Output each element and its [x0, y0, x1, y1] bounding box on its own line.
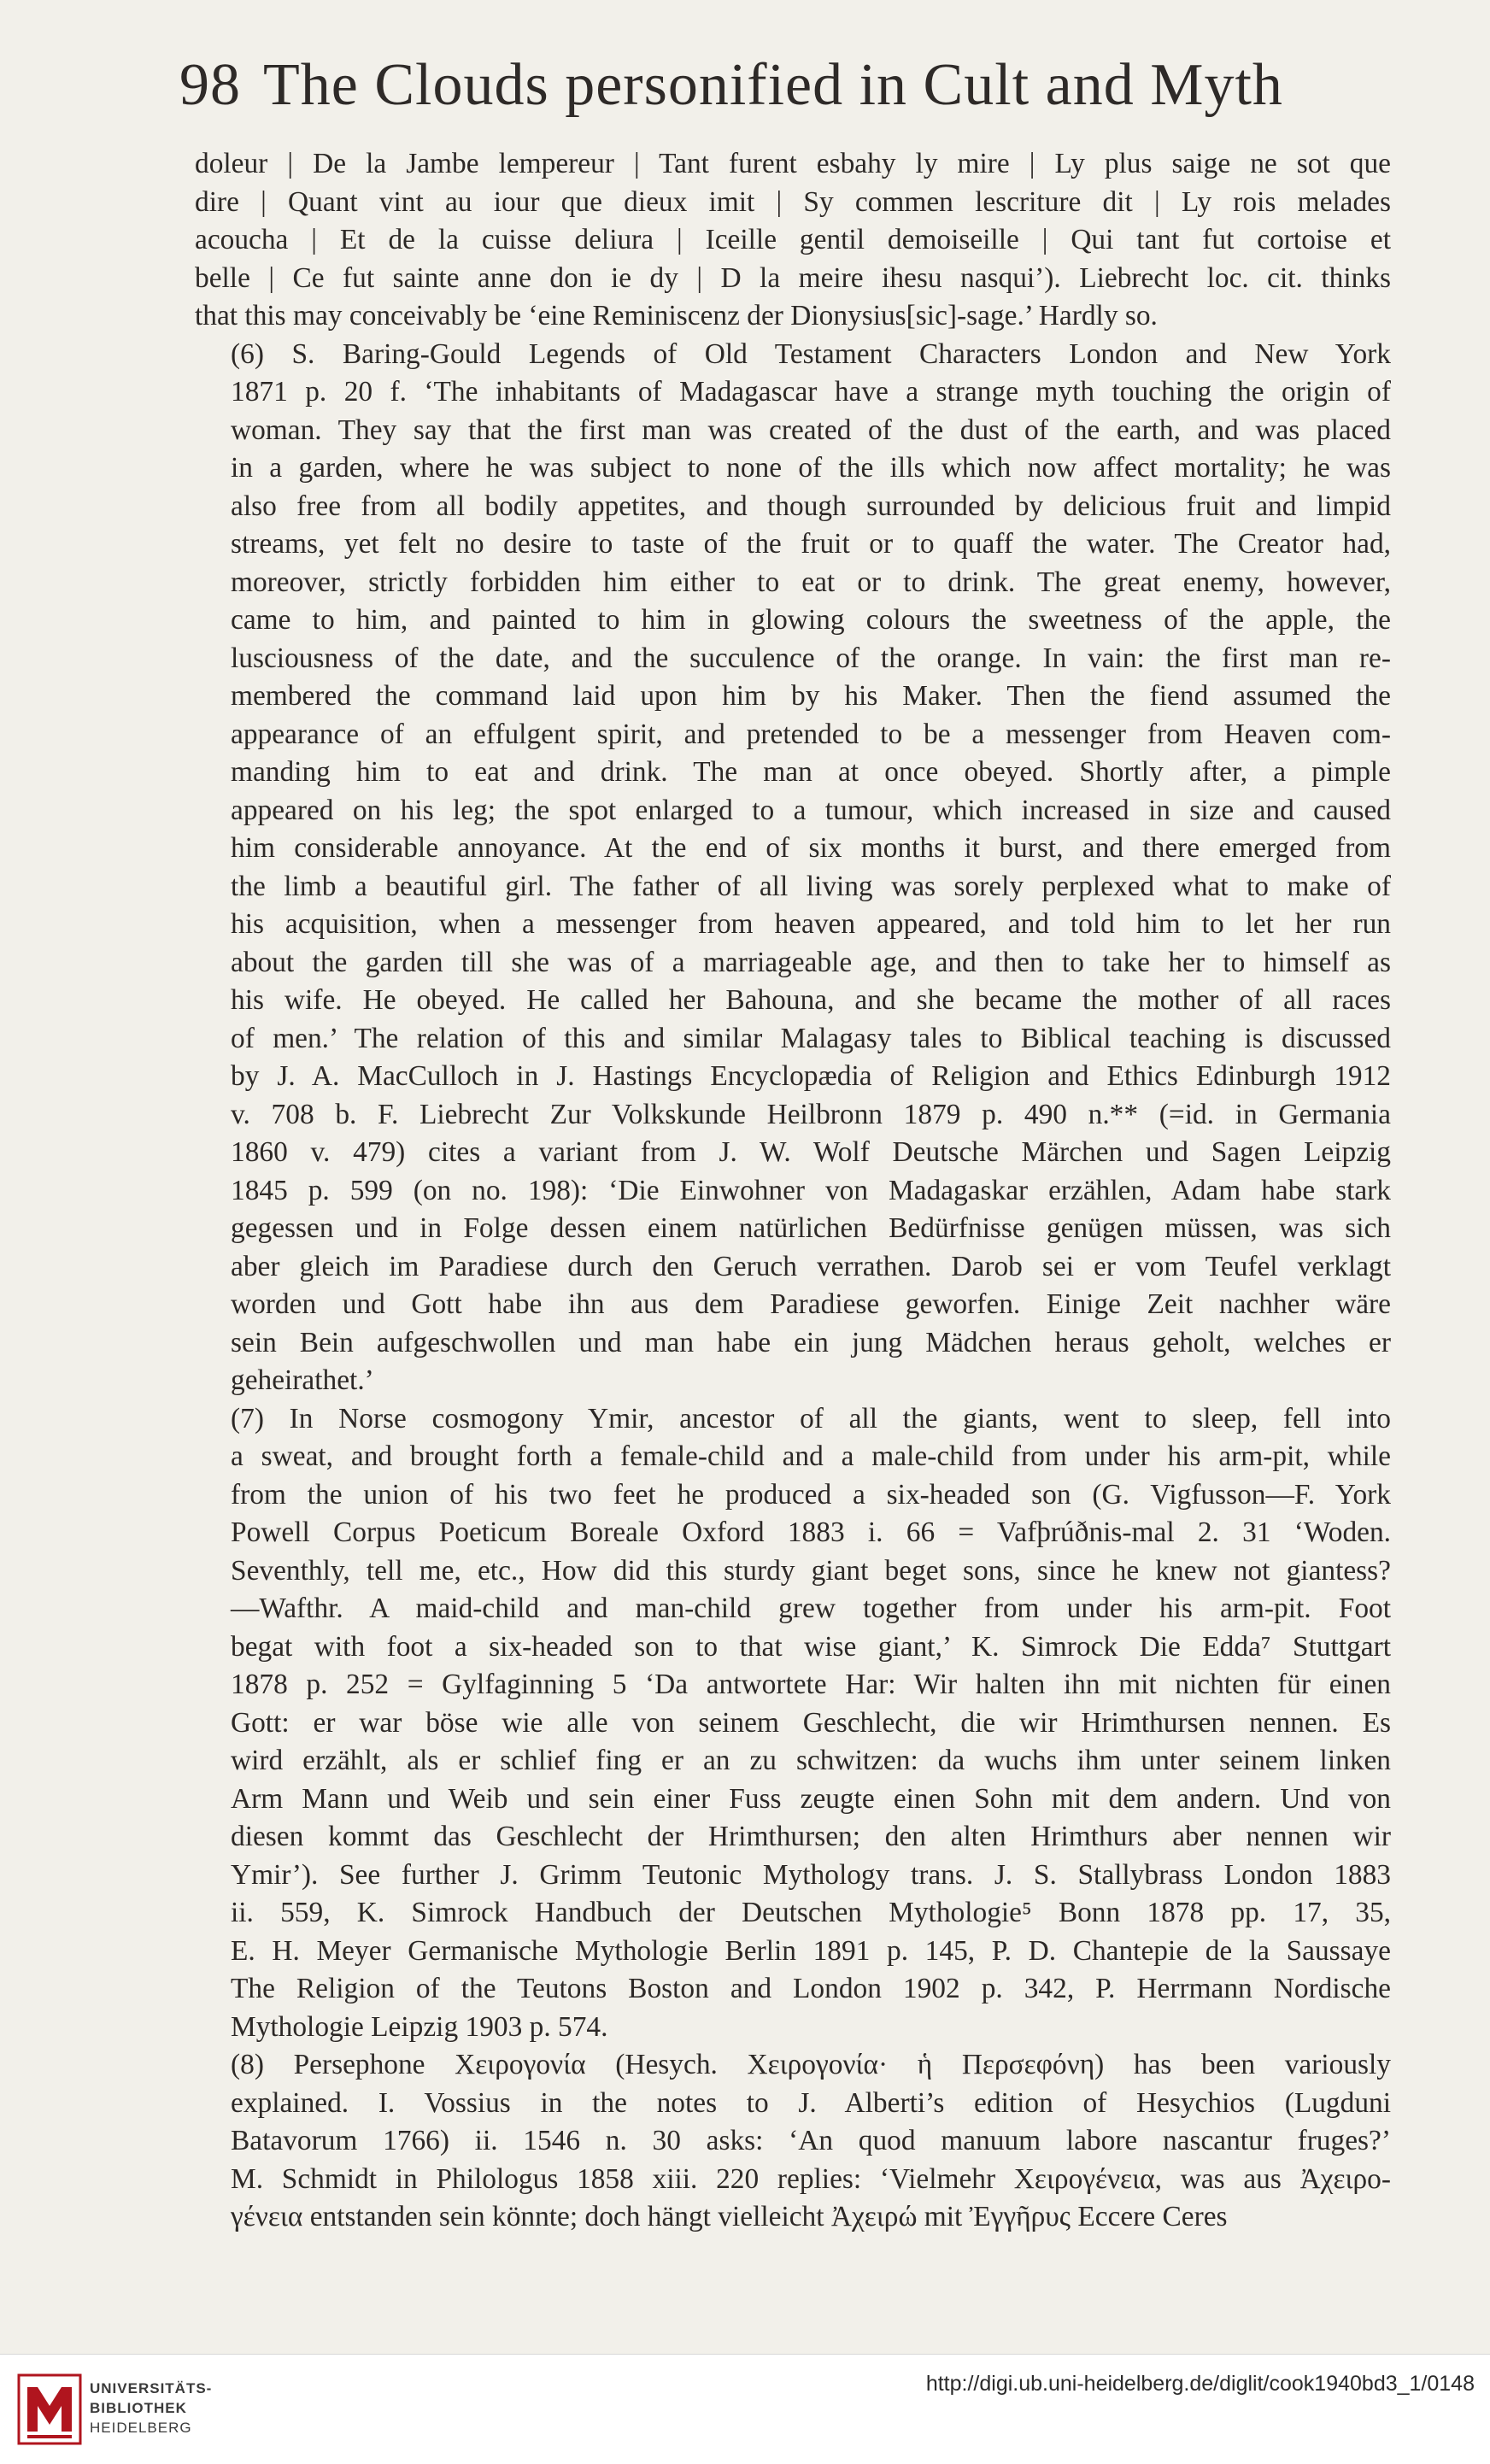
text-line: v. 708 b. F. Liebrecht Zur Volkskunde Heilbronn 1879 p. 490 n.** (=id. in Germania	[231, 1098, 1391, 1130]
text-line: that this may conceivably be ‘eine Reminiscenz der Dionysius[sic]-sage.’ Hardly so.	[195, 300, 1158, 331]
ub-heidelberg-logo-icon	[15, 2372, 84, 2447]
text-line: belle | Ce fut sainte anne don ie dy | D la meire ihesu nasqui’). Liebrecht loc. cit. thinks	[195, 261, 1391, 294]
text-line: Ymir’). See further J. Grimm Teutonic Mythology trans. J. S. Stallybrass London 1883	[231, 1858, 1391, 1891]
text-line: Gott: er war böse wie alle von seinem Geschlecht, die wir Hrimthursen nennen. Es	[231, 1706, 1391, 1739]
library-line-3: HEIDELBERG	[90, 2420, 192, 2436]
text-line: Batavorum 1766) ii. 1546 n. 30 asks: ‘An quod manuum labore nascantur fruges?’	[231, 2125, 1391, 2156]
text-line: 1878 p. 252 = Gylfaginning 5 ‘Da antwortete Har: Wir halten ihn mit nichten für einen	[231, 1669, 1391, 1700]
text-line: explained. I. Vossius in the notes to J. Alberti’s edition of Hesychios (Lugduni	[231, 2086, 1391, 2119]
text-line: about the garden till she was of a marriageable age, and then to take her to himself as	[231, 946, 1391, 978]
text-line: his wife. He obeyed. He called her Bahouna, and she became the mother of all races	[231, 984, 1391, 1016]
text-line: E. H. Meyer Germanische Mythologie Berlin 1891 p. 145, P. D. Chantepie de la Saussaye	[231, 1934, 1391, 1967]
text-line: of men.’ The relation of this and similar Malagasy tales to Biblical teaching is discussed	[231, 1022, 1391, 1054]
text-line: 1871 p. 20 f. ‘The inhabitants of Madagascar have a strange myth touching the origin of	[231, 376, 1391, 408]
text-line: M. Schmidt in Philologus 1858 xiii. 220 replies: ‘Vielmehr Χειρογένεια, was aus Ἀχειρο-	[231, 2162, 1391, 2195]
text-line: membered the command laid upon him by his Maker. Then the fiend assumed the	[231, 680, 1391, 712]
text-line: sein Bein aufgeschwollen und man habe ein jung Mädchen heraus geholt, welches er	[231, 1326, 1391, 1358]
text-line: 1860 v. 479) cites a variant from J. W. Wolf Deutsche Märchen und Sagen Leipzig	[231, 1136, 1391, 1168]
text-line: diesen kommt das Geschlecht der Hrimthursen; den alten Hrimthurs aber nennen wir	[231, 1821, 1391, 1852]
text-line: 1845 p. 599 (on no. 198): ‘Die Einwohner von Madagaskar erzählen, Adam habe stark	[231, 1174, 1391, 1206]
text-line: the limb a beautiful girl. The father of all living was sorely perplexed what to make of	[231, 870, 1391, 902]
text-line: doleur | De la Jambe lempereur | Tant furent esbahy ly mire | Ly plus saige ne sot que	[195, 148, 1391, 179]
footnote-8	[195, 2046, 1391, 2237]
text-line: Seventhly, tell me, etc., How did this sturdy giant beget sons, since he knew not giantess?	[231, 1554, 1391, 1587]
digitization-footer	[0, 2354, 1490, 2464]
text-line: The Religion of the Teutons Boston and London 1902 p. 342, P. Herrmann Nordische	[231, 1973, 1391, 2004]
text-line: geheirathet.’	[231, 1364, 374, 1396]
text-line: by J. A. MacCulloch in J. Hastings Encyclopædia of Religion and Ethics Edinburgh 1912	[231, 1060, 1391, 1092]
text-line: also free from all bodily appetites, and though surrounded by delicious fruit and limpid	[231, 490, 1391, 522]
footnote-7	[195, 1400, 1391, 2047]
footnotes-body	[195, 145, 1391, 2237]
text-line: Mythologie Leipzig 1903 p. 574.	[231, 2010, 608, 2043]
text-line: lusciousness of the date, and the succulence of the orange. In vain: the first man re-	[231, 642, 1391, 674]
text-line: ii. 559, K. Simrock Handbuch der Deutschen Mythologie⁵ Bonn 1878 pp. 17, 35,	[231, 1897, 1391, 1928]
text-line: appearance of an effulgent spirit, and pretended to be a messenger from Heaven com-	[231, 718, 1391, 750]
paragraph-continuation	[195, 145, 1391, 336]
text-line: appeared on his leg; the spot enlarged to a tumour, which increased in size and caused	[231, 794, 1391, 826]
footnote-6	[195, 336, 1391, 1400]
text-line: him considerable annoyance. At the end of six months it burst, and there emerged from	[231, 832, 1391, 864]
text-line: Arm Mann und Weib und sein einer Fuss zeugte einen Sohn mit dem andern. Und von	[231, 1782, 1391, 1815]
text-line: gegessen und in Folge dessen einem natürlichen Bedürfnisse genügen müssen, was sich	[231, 1212, 1391, 1244]
text-line: streams, yet felt no desire to taste of the fruit or to quaff the water. The Creator had,	[231, 528, 1391, 560]
text-line: dire | Quant vint au iour que dieux imit | Sy commen lescriture dit | Ly rois melades	[195, 185, 1391, 218]
text-line: a sweat, and brought forth a female-child and a male-child from under his arm-pit, while	[231, 1440, 1391, 1472]
text-line: γένεια entstanden sein könnte; doch hängt vielleicht Ἀχειρώ mit Ἐγγῆρυς Eccere Ceres	[231, 2201, 1228, 2232]
text-line: (7) In Norse cosmogony Ymir, ancestor of all the giants, went to sleep, fell into	[231, 1402, 1391, 1434]
page-title: The Clouds personified in Cult and Myth	[263, 52, 1283, 118]
library-line-2: BIBLIOTHEK	[90, 2400, 187, 2416]
text-line: in a garden, where he was subject to none of the ills which now affect mortality; he was	[231, 452, 1391, 484]
text-line: his acquisition, when a messenger from heaven appeared, and told him to let her run	[231, 908, 1391, 940]
page-number: 98	[179, 52, 241, 118]
text-line: moreover, strictly forbidden him either to eat or to drink. The great enemy, however,	[231, 566, 1391, 598]
text-line: manding him to eat and drink. The man at once obeyed. Shortly after, a pimple	[231, 756, 1391, 788]
running-header	[179, 47, 1393, 124]
text-line: from the union of his two feet he produced a six-headed son (G. Vigfusson—F. York	[231, 1478, 1391, 1511]
text-line: woman. They say that the first man was created of the dust of the earth, and was placed	[231, 414, 1391, 446]
library-name	[90, 2379, 212, 2438]
text-line: Powell Corpus Poeticum Boreale Oxford 1883 i. 66 = Vafþrúðnis-mal 2. 31 ‘Woden.	[231, 1517, 1391, 1548]
text-line: begat with foot a six-headed son to that wise giant,’ K. Simrock Die Edda⁷ Stuttgart	[231, 1630, 1391, 1663]
text-line: came to him, and painted to him in glowing colours the sweetness of the apple, the	[231, 604, 1391, 636]
text-line: —Wafthr. A maid-child and man-child grew together from under his arm-pit. Foot	[231, 1593, 1391, 1624]
text-line: (8) Persephone Χειρογονία (Hesych. Χειρογονία· ἡ Περσεφόνη) has been variously	[231, 2049, 1391, 2080]
text-line: wird erzählt, als er schlief fing er an zu schwitzen: da wuchs ihm unter seinem linken	[231, 1745, 1391, 1776]
text-line: acoucha | Et de la cuisse deliura | Iceille gentil demoiseille | Qui tant fut cortoise et	[195, 224, 1391, 255]
text-line: (6) S. Baring-Gould Legends of Old Testament Characters London and New York	[231, 337, 1391, 370]
library-line-1: UNIVERSITÄTS-	[90, 2380, 213, 2397]
text-line: aber gleich im Paradiese durch den Geruch verrathen. Darob sei er vom Teufel verklagt	[231, 1250, 1391, 1282]
permalink-url[interactable]: http://digi.ub.uni-heidelberg.de/diglit/cook1940bd3_1/0148	[925, 2372, 1475, 2396]
text-line: worden und Gott habe ihn aus dem Paradiese geworfen. Einige Zeit nachher wäre	[231, 1288, 1391, 1320]
